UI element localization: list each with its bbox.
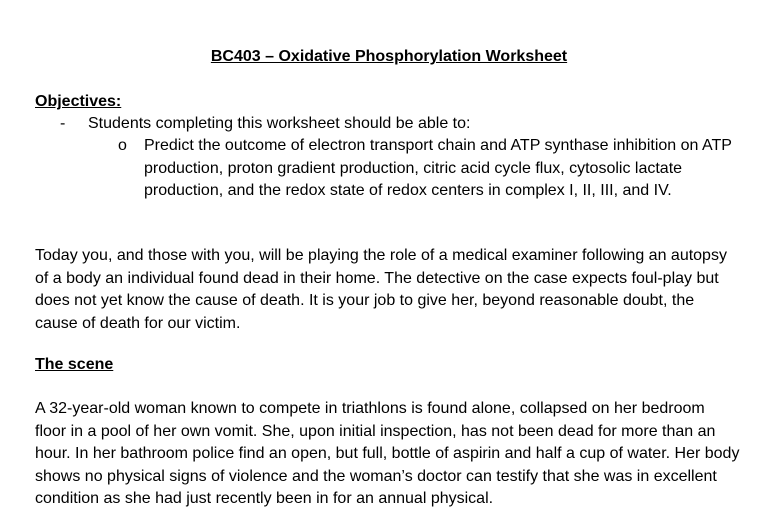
objectives-heading: Objectives: [35, 93, 122, 110]
scene-heading: The scene [35, 356, 114, 373]
intro-paragraph: Today you, and those with you, will be playing the role of a medical examiner following an autopsy of a body an individual found dead in their home. The detective on the case expects foul-play but does not yet know the cause of death. It is your job to give her, beyond reasonable doubt, the cause of death for our victim. [35, 247, 727, 332]
objectives-bullet-text: Students completing this worksheet should be able to: [88, 115, 471, 132]
circle-bullet-marker: o [118, 137, 127, 154]
scene-paragraph: A 32-year-old woman known to compete in triathlons is found alone, collapsed on her bedroom floor in a pool of her own vomit. She, upon initial inspection, has not been dead for more than an hour. In her bathroom police find an open, but full, bottle of aspirin and half a cup of water. Her body shows no physical signs of violence and the woman’s doctor can testify that she was in excellent condition as she had just recently been in for an annual physical. [35, 400, 740, 507]
dash-bullet-marker: - [60, 115, 66, 132]
objectives-sub-bullet-text: Predict the outcome of electron transport chain and ATP synthase inhibition on ATP production, proton gradient production, citric acid cycle flux, cytosolic lactate production, and the redox state of redox centers in complex I, II, III, and IV. [144, 137, 732, 199]
document-title: BC403 – Oxidative Phosphorylation Worksheet [210, 48, 568, 65]
